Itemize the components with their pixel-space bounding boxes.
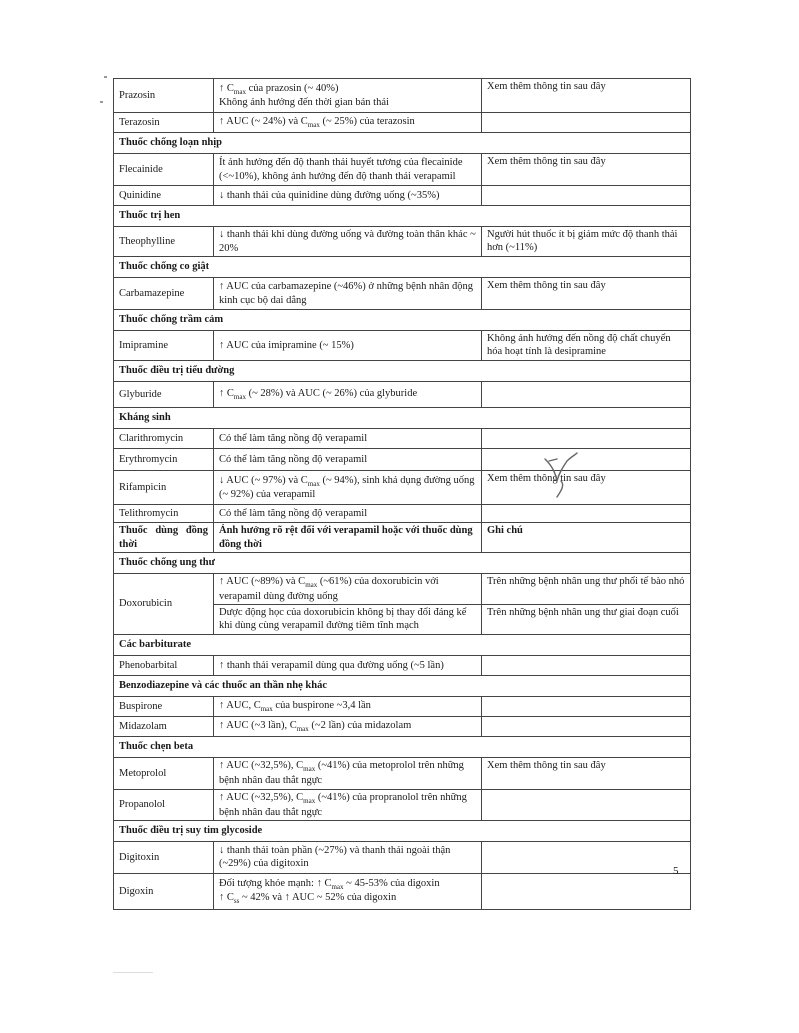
- drug-name: Digitoxin: [114, 841, 214, 873]
- table-row: [114, 505, 691, 523]
- remark-cell: [482, 186, 691, 206]
- table-row: [114, 757, 691, 789]
- section-row: [114, 361, 691, 382]
- section-heading: Thuốc chống ung thư: [114, 553, 691, 574]
- effect-cell: ↓ thanh thải khi dùng đường uống và đường toàn thân khác ~ 20%: [214, 227, 482, 257]
- table-row: [114, 227, 691, 257]
- drug-name: Telithromycin: [114, 505, 214, 523]
- remark-cell: Người hút thuốc ít bị giảm mức độ thanh thải hơn (~11%): [482, 227, 691, 257]
- table-row: [114, 382, 691, 408]
- drug-name: Flecainide: [114, 154, 214, 186]
- drug-name: Digoxin: [114, 873, 214, 909]
- remark-cell: [482, 429, 691, 449]
- handwritten-checkmark: [541, 451, 581, 499]
- effect-cell: ↓ thanh thải của quinidine dùng đường uống (~35%): [214, 186, 482, 206]
- drug-name: Quinidine: [114, 186, 214, 206]
- effect-cell: ↓ thanh thải toàn phần (~27%) và thanh thải ngoài thận (~29%) của digitoxin: [214, 841, 482, 873]
- remark-cell: Xem thêm thông tin sau đây: [482, 757, 691, 789]
- table-row: [114, 841, 691, 873]
- remark-cell: [482, 113, 691, 133]
- effect-cell: ↑ $C_{max}$ (~ 28%) và AUC (~ 26%) của glyburide: [214, 382, 482, 408]
- effect-cell: ↑ $C_{max}$ của prazosin (~ 40%) Không ảnh hưởng đến thời gian bán thải: [214, 79, 482, 113]
- remark-cell: Xem thêm thông tin sau đây: [482, 79, 691, 113]
- header-remark: Ghi chú: [482, 523, 691, 553]
- drug-name: Imipramine: [114, 331, 214, 361]
- effect-cell: Có thể làm tăng nồng độ verapamil: [214, 429, 482, 449]
- scan-artifact-line: [113, 972, 153, 973]
- table-row: [114, 574, 691, 605]
- section-row: [114, 675, 691, 696]
- section-heading: Thuốc chống trầm cảm: [114, 310, 691, 331]
- scan-mark: [104, 76, 107, 78]
- effect-cell: ↑ AUC (~32,5%), $C_{max}$ (~41%) của metoprolol trên những bệnh nhân đau thắt ngực: [214, 757, 482, 789]
- header-drug: Thuốc dùng đồng thời: [114, 523, 214, 553]
- section-row: [114, 133, 691, 154]
- section-row: [114, 736, 691, 757]
- remark-cell: Không ảnh hưởng đến nồng độ chất chuyển hóa hoạt tính là desipramine: [482, 331, 691, 361]
- drug-name: Buspirone: [114, 696, 214, 716]
- header-effect: Ảnh hưởng rõ rệt đối với verapamil hoặc với thuốc dùng đồng thời: [214, 523, 482, 553]
- effect-cell: ↑ AUC (~32,5%), $C_{max}$ (~41%) của propranolol trên những bệnh nhân đau thắt ngực: [214, 789, 482, 820]
- drug-name: Doxorubicin: [114, 574, 214, 635]
- drug-interaction-table: [113, 78, 691, 910]
- drug-name: Glyburide: [114, 382, 214, 408]
- table-row: [114, 716, 691, 736]
- section-row: [114, 553, 691, 574]
- effect-cell: ↓ AUC (~ 97%) và $C_{max}$ (~ 94%), sinh khả dụng đường uống (~ 92%) của verapamil: [214, 471, 482, 505]
- drug-name: Rifampicin: [114, 471, 214, 505]
- section-row: [114, 820, 691, 841]
- scan-mark: [100, 101, 103, 103]
- drug-name: Terazosin: [114, 113, 214, 133]
- section-row: [114, 206, 691, 227]
- drug-name: Propanolol: [114, 789, 214, 820]
- drug-name: Phenobarbital: [114, 655, 214, 675]
- section-heading: Thuốc trị hen: [114, 206, 691, 227]
- column-header-row: [114, 523, 691, 553]
- effect-cell: Đối tượng khỏe mạnh: ↑ $C_{max}$ ~ 45-53% của digoxin ↑ $C_{ss}$ ~ 42% và ↑ AUC ~ 52% của digoxin: [214, 873, 482, 909]
- table-row: [114, 655, 691, 675]
- drug-name: Prazosin: [114, 79, 214, 113]
- remark-cell: Trên những bệnh nhân ung thư giai đoạn cuối: [482, 604, 691, 634]
- effect-cell: ↑ thanh thải verapamil dùng qua đường uống (~5 lần): [214, 655, 482, 675]
- effect-cell: ↑ AUC, $C_{max}$ của buspirone ~3,4 lần: [214, 696, 482, 716]
- remark-cell: [482, 789, 691, 820]
- table-row: [114, 789, 691, 820]
- remark-cell: Xem thêm thông tin sau đây: [482, 278, 691, 310]
- table-row: [114, 471, 691, 505]
- table-row: [114, 113, 691, 133]
- section-heading: Thuốc chống co giật: [114, 257, 691, 278]
- drug-name: Erythromycin: [114, 449, 214, 471]
- remark-cell: [482, 696, 691, 716]
- section-heading: Thuốc chống loạn nhịp: [114, 133, 691, 154]
- drug-name: Metoprolol: [114, 757, 214, 789]
- effect-cell: ↑ AUC của carbamazepine (~46%) ở những bệnh nhân động kinh cục bộ dai dẳng: [214, 278, 482, 310]
- page-number: 5: [673, 865, 679, 877]
- section-heading: Thuốc điều trị tiểu đường: [114, 361, 691, 382]
- effect-cell: ↑ AUC của imipramine (~ 15%): [214, 331, 482, 361]
- section-heading: Benzodiazepine và các thuốc an thần nhẹ khác: [114, 675, 691, 696]
- table-row: [114, 79, 691, 113]
- remark-cell: [482, 716, 691, 736]
- remark-cell: Xem thêm thông tin sau đây: [482, 154, 691, 186]
- effect-cell: ↑ AUC (~3 lần), $C_{max}$ (~2 lần) của midazolam: [214, 716, 482, 736]
- table-row: [114, 278, 691, 310]
- remark-cell: Trên những bệnh nhân ung thư phổi tế bào nhỏ: [482, 574, 691, 605]
- drug-name: Theophylline: [114, 227, 214, 257]
- section-row: [114, 634, 691, 655]
- remark-cell: [482, 382, 691, 408]
- effect-cell: ↑ AUC (~ 24%) và $C_{max}$ (~ 25%) của terazosin: [214, 113, 482, 133]
- drug-name: Clarithromycin: [114, 429, 214, 449]
- table-body: [114, 79, 691, 910]
- drug-name: Carbamazepine: [114, 278, 214, 310]
- section-row: [114, 408, 691, 429]
- remark-cell: [482, 505, 691, 523]
- effect-cell: Có thể làm tăng nồng độ verapamil: [214, 505, 482, 523]
- section-heading: Các barbiturate: [114, 634, 691, 655]
- remark-cell: [482, 655, 691, 675]
- effect-cell: Có thể làm tăng nồng độ verapamil: [214, 449, 482, 471]
- section-heading: Thuốc điều trị suy tim glycoside: [114, 820, 691, 841]
- table-row: [114, 186, 691, 206]
- effect-cell: Ít ảnh hưởng đến độ thanh thải huyết tương của flecainide (<~10%), không ảnh hưởng đến độ thanh thải verapamil: [214, 154, 482, 186]
- table-row: [114, 154, 691, 186]
- table-row: [114, 429, 691, 449]
- remark-cell: [482, 449, 691, 471]
- section-row: [114, 310, 691, 331]
- remark-cell: [482, 841, 691, 873]
- section-heading: Thuốc chẹn beta: [114, 736, 691, 757]
- remark-cell: Xem thêm thông tin sau đây: [482, 471, 691, 505]
- effect-cell: Dược động học của doxorubicin không bị thay đổi đáng kể khi dùng cùng verapamil đường tiêm tĩnh mạch: [214, 604, 482, 634]
- table-row: [114, 696, 691, 716]
- section-row: [114, 257, 691, 278]
- remark-cell: [482, 873, 691, 909]
- drug-name: Midazolam: [114, 716, 214, 736]
- table-row: [114, 449, 691, 471]
- effect-cell: ↑ AUC (~89%) và $C_{max}$ (~61%) của doxorubicin với verapamil dùng đường uống: [214, 574, 482, 605]
- table-row: [114, 873, 691, 909]
- table-row: [114, 331, 691, 361]
- section-heading: Kháng sinh: [114, 408, 691, 429]
